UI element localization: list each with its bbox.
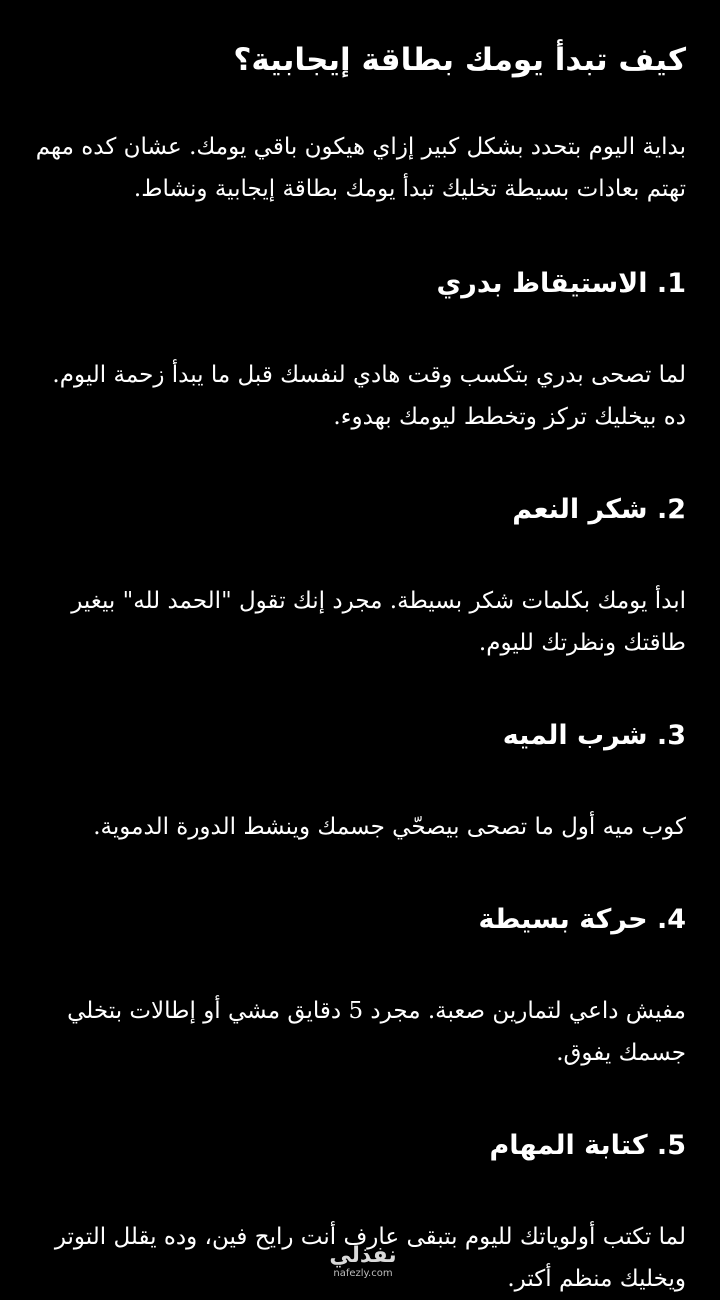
section-body: لما تصحى بدري بتكسب وقت هادي لنفسك قبل ما يبدأ زحمة اليوم. ده بيخليك تركز وتخطط ليومك بهدوء. <box>52 362 686 430</box>
section-body: ابدأ يومك بكلمات شكر بسيطة. مجرد إنك تقول "الحمد لله" بيغير طاقتك ونظرتك لليوم. <box>71 588 686 656</box>
article-title: كيف تبدأ يومك بطاقة إيجابية؟ <box>233 42 686 78</box>
section-wake-early <box>30 264 686 438</box>
section-gratitude <box>30 490 686 664</box>
section-heading: 1. الاستيقاظ بدري <box>436 268 686 299</box>
section-heading: 3. شرب الميه <box>502 720 686 751</box>
intro-paragraph: بداية اليوم بتحدد بشكل كبير إزاي هيكون باقي يومك. عشان كده مهم تهتم بعادات بسيطة تخليك تبدأ يومك بطاقة إيجابية ونشاط. <box>35 134 686 202</box>
watermark-url: nafezly.com <box>333 1268 393 1279</box>
section-heading: 5. كتابة المهام <box>489 1130 686 1161</box>
watermark-logo: نفذلي <box>329 1243 397 1268</box>
section-body: كوب ميه أول ما تصحى بيصحّي جسمك وينشط الدورة الدموية. <box>93 814 686 840</box>
section-heading: 2. شكر النعم <box>512 494 686 525</box>
section-heading: 4. حركة بسيطة <box>478 904 686 935</box>
section-simple-movement <box>30 900 686 1074</box>
section-body: لما تكتب أولوياتك لليوم بتبقى عارف أنت رايح فين، وده يقلل التوتر ويخليك منظم أكتر. <box>54 1224 686 1292</box>
section-drink-water <box>30 716 686 848</box>
section-body: مفيش داعي لتمارين صعبة. مجرد 5 دقايق مشي أو إطالات بتخلي جسمك يفوق. <box>67 998 686 1066</box>
nafezly-watermark <box>318 1244 408 1280</box>
